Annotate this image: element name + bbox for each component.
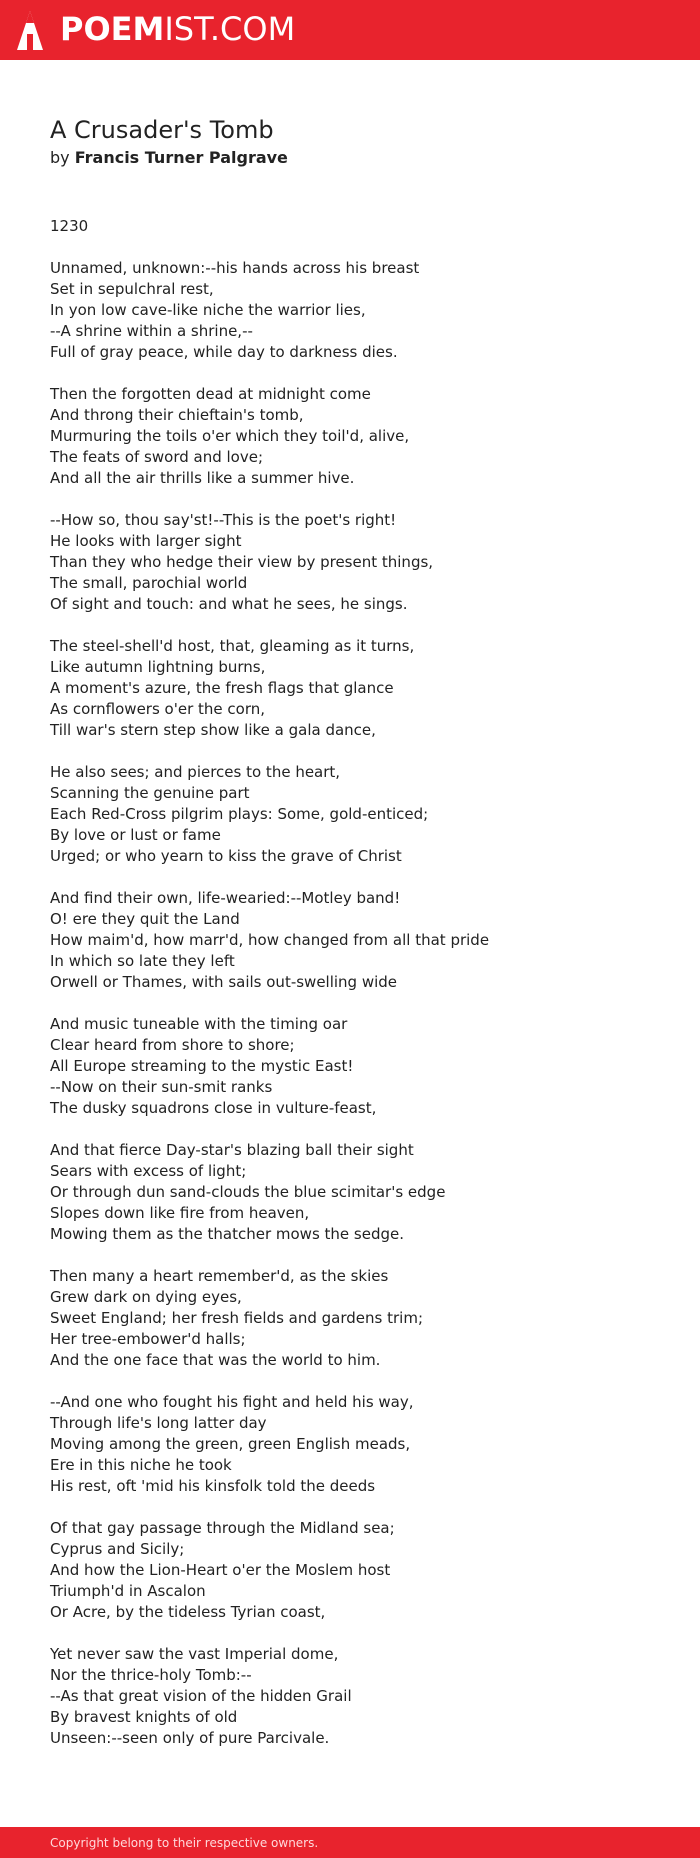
- byline: [50, 147, 288, 169]
- poem-line: In yon low cave-like niche the warrior lies,: [50, 301, 366, 319]
- poem-line: --And one who fought his fight and held his way,: [50, 1393, 414, 1411]
- poem-body: [50, 216, 489, 1749]
- poem-line: Then the forgotten dead at midnight come: [50, 385, 371, 403]
- stanza: [50, 762, 489, 867]
- poem-line: --How so, thou say'st!--This is the poet's right!: [50, 511, 397, 529]
- poem-line: Grew dark on dying eyes,: [50, 1288, 242, 1306]
- stanza: [50, 636, 489, 741]
- poem-line: Moving among the green, green English meads,: [50, 1435, 411, 1453]
- poem-line: Yet never saw the vast Imperial dome,: [50, 1645, 339, 1663]
- stanza: [50, 216, 489, 237]
- site-footer: [0, 1827, 700, 1858]
- pencil-logo-icon[interactable]: [16, 10, 44, 52]
- stanza-gap: [50, 363, 489, 384]
- poem-line: And all the air thrills like a summer hive.: [50, 469, 355, 487]
- poem-line: Like autumn lightning burns,: [50, 658, 266, 676]
- poem-line: Mowing them as the thatcher mows the sedge.: [50, 1225, 404, 1243]
- poem-line: Of sight and touch: and what he sees, he sings.: [50, 595, 408, 613]
- poem-line: And throng their chieftain's tomb,: [50, 406, 304, 424]
- poem-line: And music tuneable with the timing oar: [50, 1015, 348, 1033]
- site-logo-text[interactable]: [60, 11, 295, 47]
- stanza: [50, 1392, 489, 1497]
- poem-title: A Crusader's Tomb: [50, 116, 274, 144]
- poem-line: Murmuring the toils o'er which they toil'd, alive,: [50, 427, 410, 445]
- poem-line: How maim'd, how marr'd, how changed from all that pride: [50, 931, 490, 949]
- stanza-gap: [50, 237, 489, 258]
- poem-line: Then many a heart remember'd, as the skies: [50, 1267, 389, 1285]
- stanza: [50, 888, 489, 993]
- poem-line: O! ere they quit the Land: [50, 910, 240, 928]
- poem-line: His rest, oft 'mid his kinsfolk told the deeds: [50, 1477, 376, 1495]
- stanza-gap: [50, 1623, 489, 1644]
- poem-line: He looks with larger sight: [50, 532, 242, 550]
- brand-light: IST.COM: [164, 10, 296, 48]
- poem-line: Of that gay passage through the Midland sea;: [50, 1519, 395, 1537]
- stanza: [50, 1014, 489, 1119]
- poem-line: The feats of sword and love;: [50, 448, 264, 466]
- poem-line: 1230: [50, 217, 89, 235]
- stanza-gap: [50, 615, 489, 636]
- poem-line: And the one face that was the world to him.: [50, 1351, 381, 1369]
- poem-line: Slopes down like fire from heaven,: [50, 1204, 310, 1222]
- brand-bold: POEM: [60, 10, 165, 48]
- poem-line: He also sees; and pierces to the heart,: [50, 763, 341, 781]
- poem-line: And find their own, life-wearied:--Motley band!: [50, 889, 401, 907]
- poem-line: The steel-shell'd host, that, gleaming as it turns,: [50, 637, 415, 655]
- poem-line: Unnamed, unknown:--his hands across his breast: [50, 259, 420, 277]
- stanza: [50, 384, 489, 489]
- stanza: [50, 258, 489, 363]
- stanza-gap: [50, 741, 489, 762]
- poem-line: By bravest knights of old: [50, 1708, 238, 1726]
- stanza-gap: [50, 1371, 489, 1392]
- poem-line: Each Red-Cross pilgrim plays: Some, gold-enticed;: [50, 805, 429, 823]
- poem-line: Unseen:--seen only of pure Parcivale.: [50, 1729, 330, 1747]
- poem-line: Clear heard from shore to shore;: [50, 1036, 295, 1054]
- poem-line: Through life's long latter day: [50, 1414, 267, 1432]
- poem-line: Ere in this niche he took: [50, 1456, 232, 1474]
- poem-line: Sweet England; her fresh fields and gardens trim;: [50, 1309, 423, 1327]
- poem-line: --As that great vision of the hidden Grail: [50, 1687, 352, 1705]
- stanza-gap: [50, 993, 489, 1014]
- poem-line: And that fierce Day-star's blazing ball their sight: [50, 1141, 414, 1159]
- poem-line: Or through dun sand-clouds the blue scimitar's edge: [50, 1183, 446, 1201]
- poem-line: As cornflowers o'er the corn,: [50, 700, 266, 718]
- poem-line: Urged; or who yearn to kiss the grave of Christ: [50, 847, 402, 865]
- stanza-gap: [50, 867, 489, 888]
- poem-line: --Now on their sun-smit ranks: [50, 1078, 273, 1096]
- by-label: by: [50, 148, 70, 167]
- poem-line: By love or lust or fame: [50, 826, 221, 844]
- stanza: [50, 1266, 489, 1371]
- stanza: [50, 1644, 489, 1749]
- stanza-gap: [50, 1497, 489, 1518]
- poem-line: All Europe streaming to the mystic East!: [50, 1057, 354, 1075]
- stanza: [50, 1518, 489, 1623]
- poem-line: A moment's azure, the fresh flags that glance: [50, 679, 394, 697]
- copyright-text: Copyright belong to their respective owners.: [50, 1836, 319, 1850]
- poem-line: The dusky squadrons close in vulture-feast,: [50, 1099, 377, 1117]
- poem-line: The small, parochial world: [50, 574, 248, 592]
- poem-line: Her tree-embower'd halls;: [50, 1330, 246, 1348]
- stanza-gap: [50, 489, 489, 510]
- poem-line: --A shrine within a shrine,--: [50, 322, 253, 340]
- stanza-gap: [50, 1119, 489, 1140]
- poem-line: In which so late they left: [50, 952, 235, 970]
- poem-line: Sears with excess of light;: [50, 1162, 247, 1180]
- stanza: [50, 510, 489, 615]
- poem-line: And how the Lion-Heart o'er the Moslem host: [50, 1561, 391, 1579]
- poem-line: Nor the thrice-holy Tomb:--: [50, 1666, 252, 1684]
- author-name: Francis Turner Palgrave: [74, 148, 288, 167]
- stanza-gap: [50, 1245, 489, 1266]
- site-header: [0, 0, 700, 60]
- stanza: [50, 1140, 489, 1245]
- poem-line: Scanning the genuine part: [50, 784, 250, 802]
- poem-line: Cyprus and Sicily;: [50, 1540, 185, 1558]
- poem-line: Orwell or Thames, with sails out-swelling wide: [50, 973, 398, 991]
- poem-line: Set in sepulchral rest,: [50, 280, 214, 298]
- poem-line: Or Acre, by the tideless Tyrian coast,: [50, 1603, 326, 1621]
- poem-line: Than they who hedge their view by present things,: [50, 553, 434, 571]
- poem-line: Till war's stern step show like a gala dance,: [50, 721, 376, 739]
- poem-line: Full of gray peace, while day to darkness dies.: [50, 343, 398, 361]
- poem-line: Triumph'd in Ascalon: [50, 1582, 206, 1600]
